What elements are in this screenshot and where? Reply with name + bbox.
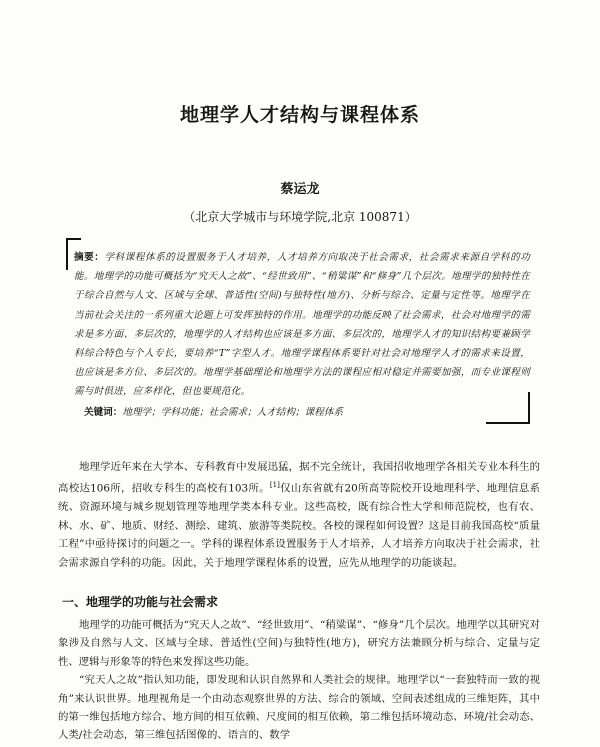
para3-text: “究天人之故”指认知功能，即发现和认识自然界和人类社会的规律。地理学以“一套独特而一致的视角”来认识世界。地理视角是一个由动态观察世界的方法、综合的领域、空间表述组成的三维矩阵，其中的第一维包括地方综合、地方间的相互依赖、尺度间的相互依赖，第二维包括环境动态、环境/社会动态、人类/社会动态，第三维包括图像的、语言的、数学 [58,674,540,742]
section-heading: 一、地理学的功能与社会需求 [62,595,219,609]
abstract-text: 学科课程体系的设置服务于人才培养，人才培养方向取决于社会需求，社会需求来源自学科的功能。地理学的功能可概括为“究天人之故”、“经世致用”、“稍粱谋”和“修身”几个层次。地理学的独特性在于综合自然与人文、区域与全球、普适性(空间)与独特性(地方)、分析与综合、定量与定性等。地理学在当前社会关注的一系列重大论题上可发挥独特的作用。地理学的功能反映了社会需求，社会对地理学的需求是多方面、多层次的，地理学的人才结构也应该是多方面、多层次的，地理学人才的知识结构要兼顾学科综合特色与个人专长，要培养“T”字型人才。地理学课程体系要针对社会对地理学人才的需求来设置，也应该是多方位、多层次的。地理学基础理论和地理学方法的课程应相对稳定并需要加强，而专业课程则需与时俱进，应多样化，但也要规范化。 [74,252,530,398]
author-name: 蔡运龙 [280,182,320,197]
para1-after-ref: 仅山东省就有20所高等院校开设地理科学、地理信息系统、资源环境与城乡规划管理等地理学类本科专业。这些高校，既有综合性大学和师范院校，也有农、林、水、矿、地质、财经、测绘、建筑、旅游等类院校。各校的课程如何设置？这是目前我国高校“质量工程”中亟待探讨的问题之一。学科的课程体系设置服务于人才培养，人才培养方向取决于社会需求，社会需求源自学科的功能。因此，关于地理学课程体系的设置，应先从地理学的功能谈起。 [58,482,540,569]
body-paragraph-2 [58,616,540,745]
abstract-frame-left [66,238,68,270]
author-affiliation: （北京大学城市与环境学院,北京 100871） [183,210,417,224]
para2-text: 地理学的功能可概括为“究天人之故”、“经世致用”、“稍粱谋”、“修身”几个层次。地理学以其研究对象涉及自然与人文、区域与全球、普适性(空间)与独特性(地方)，研究方法兼顾分析与综合、定量与定性、逻辑与形象等的特色来发挥这些功能。 [58,619,540,668]
abstract-frame-top [66,238,81,240]
para1-before-ref: 地理学近年来在大学本、专科教育中发展迅猛，据不完全统计，我国招收地理学各相关专业本科生的高校达106所，招收专科生的高校有103所。 [58,461,540,495]
abstract-label: 摘要： [74,252,105,263]
citation-ref: [1] [269,481,280,490]
abstract-frame-bottom [486,422,530,424]
keywords-text: 地理学；学科功能；社会需求；人才结构；课程体系 [122,407,344,418]
keywords-label: 关键词： [84,407,123,418]
keywords [84,404,524,418]
body-paragraph-1 [58,458,540,572]
abstract [74,248,530,402]
paper-title: 地理学人才结构与课程体系 [179,104,420,126]
